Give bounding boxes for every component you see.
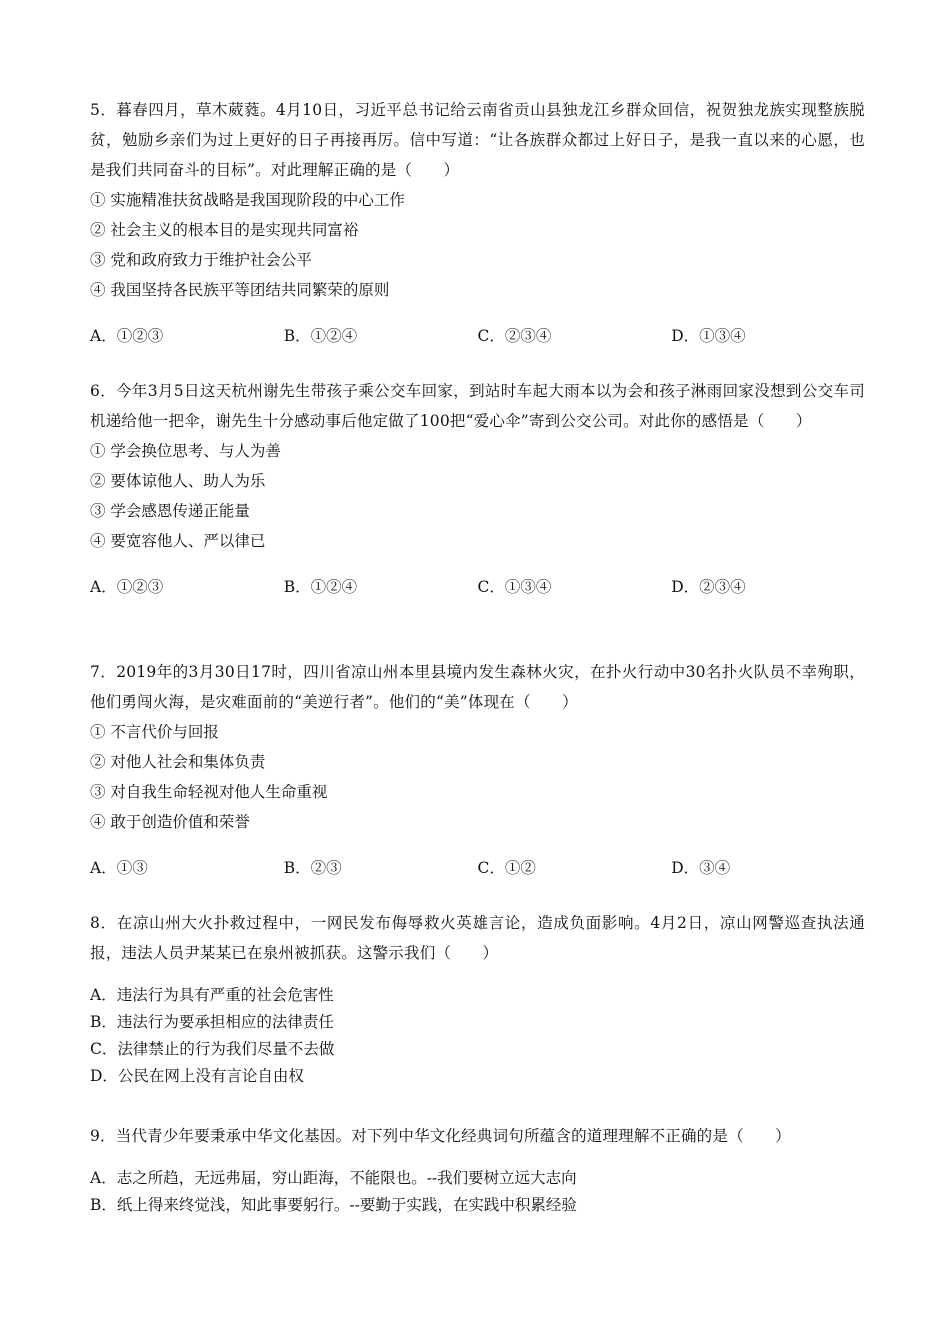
question-stem: 9．当代青少年要秉承中华文化基因。对下列中华文化经典词句所蕴含的道理理解不正确的是（ ） — [90, 1127, 791, 1145]
statement-item: ③ 对自我生命轻视对他人生命重视 — [90, 783, 328, 801]
statement-item: ④ 敢于创造价值和荣誉 — [90, 813, 250, 831]
option-b[interactable]: B．纸上得来终觉浅，知此事要躬行。--要勤于实践，在实践中积累经验 — [90, 1196, 577, 1214]
statement-item: ④ 要宽容他人、严以律已 — [90, 532, 266, 550]
choice-row — [90, 572, 865, 602]
choice-b[interactable]: B．②③ — [283, 859, 342, 877]
choice-d[interactable]: D．①③④ — [671, 327, 746, 345]
choice-a[interactable]: A．①③ — [90, 859, 148, 877]
option-d[interactable]: D．公民在网上没有言论自由权 — [90, 1067, 304, 1085]
option-a[interactable]: A．违法行为具有严重的社会危害性 — [90, 986, 334, 1004]
question-stem: 5．暮春四月，草木葳蕤。4月10日，习近平总书记给云南省贡山县独龙江乡群众回信，祝贺独龙族实现整族脱贫，勉励乡亲们为过上更好的日子再接再厉。信中写道：“让各族群众都过上好日子，是我一直以来的心愿，也是我们共同奋斗的目标”。对此理解正确的是（ ） — [90, 101, 865, 179]
question-5 — [90, 95, 865, 351]
statement-item: ③ 党和政府致力于维护社会公平 — [90, 251, 312, 269]
choice-a[interactable]: A．①②③ — [90, 578, 164, 596]
statement-item: ① 实施精准扶贫战略是我国现阶段的中心工作 — [90, 191, 405, 209]
question-6 — [90, 376, 865, 602]
statement-item: ② 要体谅他人、助人为乐 — [90, 472, 266, 490]
question-stem: 8．在凉山州大火扑救过程中，一网民发布侮辱救火英雄言论，造成负面影响。4月2日，凉山网警巡查执法通报，违法人员尹某某已在泉州被抓获。这警示我们（ ） — [90, 914, 865, 962]
choice-b[interactable]: B．①②④ — [283, 327, 358, 345]
choice-c[interactable]: C．①③④ — [477, 578, 552, 596]
choice-d[interactable]: D．②③④ — [671, 578, 746, 596]
question-7 — [90, 657, 865, 883]
question-9 — [90, 1121, 865, 1219]
statement-item: ③ 学会感恩传递正能量 — [90, 502, 250, 520]
option-c[interactable]: C．法律禁止的行为我们尽量不去做 — [90, 1040, 335, 1058]
choice-c[interactable]: C．①② — [477, 859, 536, 877]
statement-item: ① 学会换位思考、与人为善 — [90, 442, 281, 460]
statement-item: ① 不言代价与回报 — [90, 723, 219, 741]
question-stem: 7．2019年的3月30日17时，四川省凉山州本里县境内发生森林火灾，在扑火行动中30名扑火队员不幸殉职，他们勇闯火海，是灾难面前的“美逆行者”。他们的“美”体现在（ ） — [90, 663, 865, 711]
option-a[interactable]: A．志之所趋，无远弗届，穷山距海，不能限也。--我们要树立远大志向 — [90, 1169, 577, 1187]
question-stem: 6．今年3月5日这天杭州谢先生带孩子乘公交车回家，到站时车起大雨本以为会和孩子淋雨回家没想到公交车司机递给他一把伞，谢先生十分感动事后他定做了100把“爱心伞”寄到公交公司。对此你的感悟是（ ） — [90, 382, 865, 430]
options-list — [90, 1165, 865, 1219]
question-8 — [90, 908, 865, 1090]
choice-a[interactable]: A．①②③ — [90, 327, 164, 345]
statement-item: ④ 我国坚持各民族平等团结共同繁荣的原则 — [90, 281, 390, 299]
choice-d[interactable]: D．③④ — [671, 859, 731, 877]
choice-row — [90, 321, 865, 351]
choice-row — [90, 853, 865, 883]
option-b[interactable]: B．违法行为要承担相应的法律责任 — [90, 1013, 334, 1031]
choice-b[interactable]: B．①②④ — [283, 578, 358, 596]
statement-item: ② 社会主义的根本目的是实现共同富裕 — [90, 221, 359, 239]
options-list — [90, 982, 865, 1090]
statement-item: ② 对他人社会和集体负责 — [90, 753, 266, 771]
choice-c[interactable]: C．②③④ — [477, 327, 552, 345]
